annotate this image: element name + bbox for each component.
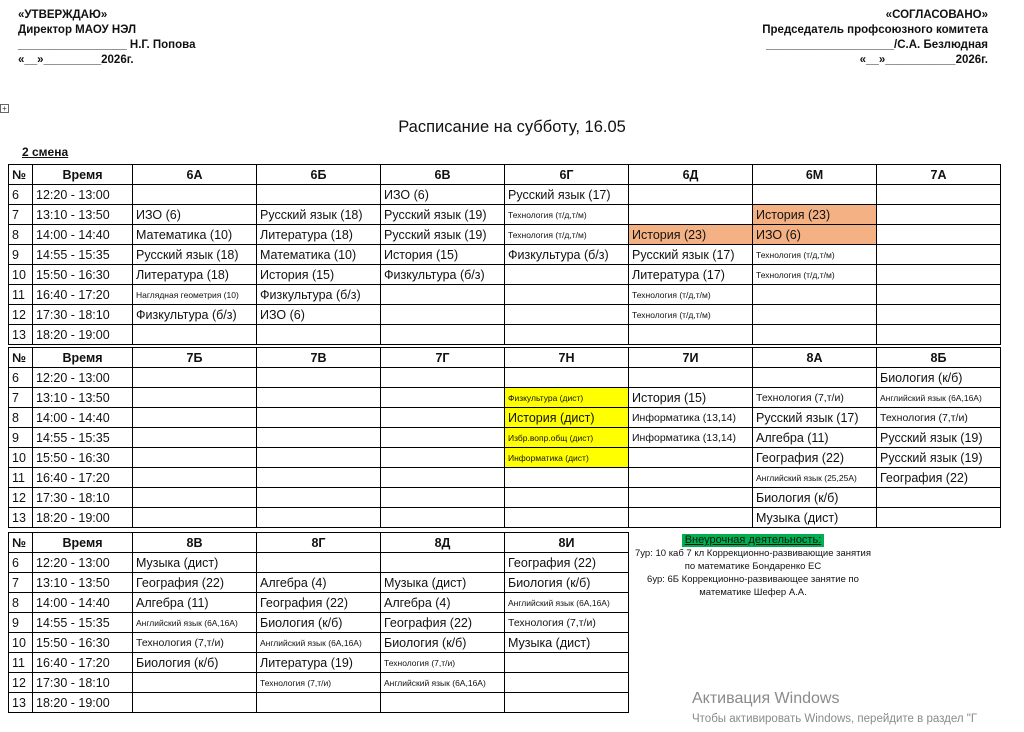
lesson-cell xyxy=(133,325,257,345)
class-header-7Г: 7Г xyxy=(381,348,505,368)
lesson-cell xyxy=(877,225,1001,245)
lesson-cell xyxy=(133,185,257,205)
class-header-7И: 7И xyxy=(629,348,753,368)
lesson-cell xyxy=(505,653,629,673)
lesson-cell xyxy=(381,468,505,488)
lesson-cell: Литература (18) xyxy=(257,225,381,245)
lesson-cell: Биология (к/б) xyxy=(381,633,505,653)
lesson-cell: Английский язык (6А,16А) xyxy=(133,613,257,633)
lesson-number: 12 xyxy=(9,488,33,508)
empty-cell xyxy=(629,613,753,633)
time-header: Время xyxy=(33,165,133,185)
lesson-cell xyxy=(629,468,753,488)
lesson-cell: Математика (10) xyxy=(257,245,381,265)
empty-cell xyxy=(753,633,877,653)
lesson-cell: География (22) xyxy=(505,553,629,573)
lesson-cell xyxy=(753,325,877,345)
lesson-cell: География (22) xyxy=(133,573,257,593)
lesson-cell xyxy=(133,488,257,508)
lesson-cell: Русский язык (19) xyxy=(381,225,505,245)
lesson-cell: Алгебра (4) xyxy=(381,593,505,613)
lesson-cell: Технология (7,т/и) xyxy=(381,653,505,673)
lesson-cell xyxy=(505,508,629,528)
lesson-cell xyxy=(381,448,505,468)
lesson-number: 9 xyxy=(9,428,33,448)
lesson-cell xyxy=(133,408,257,428)
lesson-cell xyxy=(133,448,257,468)
lesson-cell xyxy=(381,285,505,305)
lesson-cell xyxy=(753,368,877,388)
lesson-cell xyxy=(381,428,505,448)
table-row xyxy=(9,448,1001,468)
lesson-cell xyxy=(133,673,257,693)
table-row xyxy=(9,408,1001,428)
lesson-cell: География (22) xyxy=(877,468,1001,488)
lesson-time: 13:10 - 13:50 xyxy=(33,205,133,225)
windows-activation-text: Чтобы активировать Windows, перейдите в раздел "Г xyxy=(692,713,978,725)
lesson-time: 12:20 - 13:00 xyxy=(33,368,133,388)
lesson-cell: ИЗО (6) xyxy=(133,205,257,225)
lesson-number: 13 xyxy=(9,508,33,528)
lesson-cell xyxy=(753,185,877,205)
lesson-cell xyxy=(381,693,505,713)
class-header-8В: 8В xyxy=(133,533,257,553)
empty-cell xyxy=(877,593,1001,613)
table-row xyxy=(9,653,1001,673)
lesson-time: 15:50 - 16:30 xyxy=(33,633,133,653)
empty-cell xyxy=(877,633,1001,653)
lesson-number: 13 xyxy=(9,325,33,345)
approve-line-3: _________________ Н.Г. Попова xyxy=(18,39,196,51)
lesson-cell: Технология (7,т/и) xyxy=(133,633,257,653)
lesson-cell xyxy=(133,388,257,408)
empty-cell xyxy=(753,613,877,633)
table-row xyxy=(9,285,1001,305)
lesson-cell xyxy=(753,305,877,325)
lesson-number: 13 xyxy=(9,693,33,713)
lesson-cell: Информатика (13,14) xyxy=(629,408,753,428)
lesson-cell: Биология (к/б) xyxy=(877,368,1001,388)
lesson-cell: Наглядная геометрия (10) xyxy=(133,285,257,305)
lesson-cell xyxy=(505,468,629,488)
windows-activation-title: Активация Windows xyxy=(692,690,840,707)
lesson-cell xyxy=(381,368,505,388)
lesson-cell xyxy=(381,508,505,528)
lesson-cell xyxy=(877,285,1001,305)
table-row xyxy=(9,468,1001,488)
lesson-time: 14:00 - 14:40 xyxy=(33,225,133,245)
lesson-cell xyxy=(877,488,1001,508)
lesson-cell: Алгебра (4) xyxy=(257,573,381,593)
lesson-cell xyxy=(257,428,381,448)
lesson-cell xyxy=(629,185,753,205)
lesson-number: 7 xyxy=(9,388,33,408)
lesson-time: 14:55 - 15:35 xyxy=(33,428,133,448)
extracurricular-line-2: 6ур: 6Б Коррекционно-развивающее занятие по математике Шефер А.А. xyxy=(647,574,859,598)
lesson-cell xyxy=(629,508,753,528)
class-header-6В: 6В xyxy=(381,165,505,185)
class-header-8Г: 8Г xyxy=(257,533,381,553)
lesson-time: 18:20 - 19:00 xyxy=(33,325,133,345)
class-header-8И: 8И xyxy=(505,533,629,553)
lesson-time: 16:40 - 17:20 xyxy=(33,285,133,305)
class-header-6А: 6А xyxy=(133,165,257,185)
lesson-cell xyxy=(257,448,381,468)
lesson-cell xyxy=(629,205,753,225)
lesson-time: 17:30 - 18:10 xyxy=(33,673,133,693)
lesson-number: 10 xyxy=(9,633,33,653)
table-row xyxy=(9,305,1001,325)
empty-cell xyxy=(629,653,753,673)
lesson-time: 16:40 - 17:20 xyxy=(33,468,133,488)
lesson-cell xyxy=(381,305,505,325)
empty-cell xyxy=(877,693,1001,713)
lesson-cell: Алгебра (11) xyxy=(753,428,877,448)
lesson-time: 17:30 - 18:10 xyxy=(33,488,133,508)
lesson-cell: Информатика (дист) xyxy=(505,448,629,468)
lesson-cell xyxy=(505,285,629,305)
extracurricular-title: Внеурочная деятельность: xyxy=(682,534,825,547)
lesson-time: 13:10 - 13:50 xyxy=(33,573,133,593)
table-row xyxy=(9,225,1001,245)
agree-line-3: ____________________/С.А. Безлюдная xyxy=(766,39,988,51)
lesson-cell: История (15) xyxy=(629,388,753,408)
lesson-cell xyxy=(629,368,753,388)
lesson-cell: Технология (т/д,т/м) xyxy=(505,205,629,225)
num-header: № xyxy=(9,348,33,368)
lesson-cell: Музыка (дист) xyxy=(753,508,877,528)
approve-line-1: «УТВЕРЖДАЮ» xyxy=(18,9,108,21)
lesson-cell: Литература (19) xyxy=(257,653,381,673)
header-row xyxy=(9,348,1001,368)
lesson-cell: Технология (7,т/и) xyxy=(257,673,381,693)
lesson-cell: Русский язык (17) xyxy=(753,408,877,428)
lesson-cell xyxy=(257,368,381,388)
lesson-cell xyxy=(257,488,381,508)
lesson-cell xyxy=(753,285,877,305)
lesson-cell xyxy=(257,553,381,573)
lesson-number: 8 xyxy=(9,408,33,428)
lesson-cell: Русский язык (17) xyxy=(629,245,753,265)
class-header-7В: 7В xyxy=(257,348,381,368)
table-row xyxy=(9,265,1001,285)
lesson-cell xyxy=(381,488,505,508)
lesson-cell: Технология (т/д,т/м) xyxy=(753,245,877,265)
time-header: Время xyxy=(33,348,133,368)
schedule-table-2 xyxy=(8,347,1001,528)
lesson-cell: Русский язык (19) xyxy=(877,428,1001,448)
agreement-block xyxy=(762,8,988,68)
lesson-cell: Физкультура (б/з) xyxy=(381,265,505,285)
empty-cell xyxy=(629,633,753,653)
approve-line-2: Директор МАОУ НЭЛ xyxy=(18,24,137,36)
lesson-cell xyxy=(257,408,381,428)
lesson-cell: Биология (к/б) xyxy=(257,613,381,633)
lesson-cell xyxy=(257,388,381,408)
lesson-cell: Физкультура (б/з) xyxy=(133,305,257,325)
lesson-cell: Музыка (дист) xyxy=(381,573,505,593)
lesson-cell: Технология (т/д,т/м) xyxy=(629,285,753,305)
lesson-cell xyxy=(381,553,505,573)
lesson-cell xyxy=(257,325,381,345)
lesson-cell: Биология (к/б) xyxy=(505,573,629,593)
lesson-cell: Избр.вопр.общ (дист) xyxy=(505,428,629,448)
approval-block xyxy=(18,8,195,68)
table-row xyxy=(9,613,1001,633)
lesson-cell: Алгебра (11) xyxy=(133,593,257,613)
agree-line-2: Председатель профсоюзного комитета xyxy=(762,24,988,36)
lesson-time: 18:20 - 19:00 xyxy=(33,508,133,528)
lesson-cell xyxy=(133,368,257,388)
lesson-cell: Физкультура (б/з) xyxy=(505,245,629,265)
lesson-number: 11 xyxy=(9,653,33,673)
table-row xyxy=(9,633,1001,653)
lesson-cell: Технология (т/д,т/м) xyxy=(629,305,753,325)
lesson-cell xyxy=(505,488,629,508)
class-header-8А: 8А xyxy=(753,348,877,368)
lesson-cell: Русский язык (19) xyxy=(877,448,1001,468)
lesson-time: 14:55 - 15:35 xyxy=(33,245,133,265)
table-row xyxy=(9,673,1001,693)
lesson-cell xyxy=(505,265,629,285)
empty-cell xyxy=(877,573,1001,593)
lesson-number: 11 xyxy=(9,468,33,488)
lesson-cell: Технология (7,т/и) xyxy=(877,408,1001,428)
table-move-handle-icon[interactable]: + xyxy=(0,104,9,113)
lesson-cell: История (дист) xyxy=(505,408,629,428)
lesson-cell xyxy=(505,368,629,388)
lesson-cell xyxy=(877,205,1001,225)
class-header-7А: 7А xyxy=(877,165,1001,185)
lesson-cell: География (22) xyxy=(257,593,381,613)
lesson-time: 18:20 - 19:00 xyxy=(33,693,133,713)
lesson-cell xyxy=(877,508,1001,528)
lesson-cell: Технология (7,т/и) xyxy=(753,388,877,408)
num-header: № xyxy=(9,533,33,553)
lesson-cell: Биология (к/б) xyxy=(133,653,257,673)
lesson-time: 17:30 - 18:10 xyxy=(33,305,133,325)
lesson-cell: Физкультура (дист) xyxy=(505,388,629,408)
lesson-cell: Русский язык (19) xyxy=(381,205,505,225)
lesson-cell xyxy=(257,185,381,205)
agree-line-4: «__»___________2026г. xyxy=(859,54,988,66)
empty-cell xyxy=(877,553,1001,573)
extracurricular-block xyxy=(630,534,876,599)
shift-label: 2 смена xyxy=(22,145,69,159)
lesson-cell xyxy=(257,508,381,528)
lesson-number: 12 xyxy=(9,305,33,325)
lesson-time: 12:20 - 13:00 xyxy=(33,185,133,205)
table-row xyxy=(9,388,1001,408)
lesson-number: 7 xyxy=(9,205,33,225)
table-row xyxy=(9,325,1001,345)
lesson-cell xyxy=(133,693,257,713)
table-row xyxy=(9,205,1001,225)
lesson-cell: Русский язык (18) xyxy=(257,205,381,225)
lesson-cell: География (22) xyxy=(381,613,505,633)
lesson-time: 12:20 - 13:00 xyxy=(33,553,133,573)
lesson-cell: Музыка (дист) xyxy=(133,553,257,573)
table-row xyxy=(9,508,1001,528)
lesson-cell: Английский язык (25,25А) xyxy=(753,468,877,488)
lesson-number: 10 xyxy=(9,448,33,468)
num-header: № xyxy=(9,165,33,185)
lesson-cell: Технология (7,т/и) xyxy=(505,613,629,633)
lesson-cell: История (23) xyxy=(629,225,753,245)
table-row xyxy=(9,368,1001,388)
page-title: Расписание на субботу, 16.05 xyxy=(398,118,626,136)
lesson-cell: Биология (к/б) xyxy=(753,488,877,508)
class-header-6Г: 6Г xyxy=(505,165,629,185)
lesson-cell xyxy=(505,325,629,345)
lesson-time: 14:55 - 15:35 xyxy=(33,613,133,633)
lesson-time: 13:10 - 13:50 xyxy=(33,388,133,408)
header-row xyxy=(9,165,1001,185)
lesson-cell: Английский язык (6А,16А) xyxy=(877,388,1001,408)
empty-cell xyxy=(753,653,877,673)
lesson-cell: История (15) xyxy=(381,245,505,265)
lesson-number: 11 xyxy=(9,285,33,305)
class-header-6Б: 6Б xyxy=(257,165,381,185)
empty-cell xyxy=(877,673,1001,693)
table-row xyxy=(9,185,1001,205)
lesson-cell xyxy=(877,245,1001,265)
time-header: Время xyxy=(33,533,133,553)
lesson-time: 14:00 - 14:40 xyxy=(33,593,133,613)
lesson-cell: Литература (17) xyxy=(629,265,753,285)
class-header-8Д: 8Д xyxy=(381,533,505,553)
lesson-cell: География (22) xyxy=(753,448,877,468)
lesson-time: 15:50 - 16:30 xyxy=(33,265,133,285)
lesson-cell: История (23) xyxy=(753,205,877,225)
lesson-number: 6 xyxy=(9,553,33,573)
lesson-cell: Литература (18) xyxy=(133,265,257,285)
lesson-cell xyxy=(629,325,753,345)
lesson-time: 14:00 - 14:40 xyxy=(33,408,133,428)
lesson-cell: История (15) xyxy=(257,265,381,285)
lesson-cell xyxy=(629,488,753,508)
lesson-cell: Русский язык (18) xyxy=(133,245,257,265)
lesson-cell: Музыка (дист) xyxy=(505,633,629,653)
lesson-number: 12 xyxy=(9,673,33,693)
table-row xyxy=(9,245,1001,265)
class-header-6М: 6М xyxy=(753,165,877,185)
class-header-7Н: 7Н xyxy=(505,348,629,368)
lesson-cell: Английский язык (6А,16А) xyxy=(505,593,629,613)
lesson-cell: ИЗО (6) xyxy=(381,185,505,205)
lesson-cell: Английский язык (6А,16А) xyxy=(257,633,381,653)
empty-cell xyxy=(877,613,1001,633)
lesson-cell: ИЗО (6) xyxy=(753,225,877,245)
lesson-cell xyxy=(877,185,1001,205)
lesson-cell xyxy=(505,305,629,325)
empty-cell xyxy=(877,653,1001,673)
lesson-cell xyxy=(133,508,257,528)
lesson-time: 15:50 - 16:30 xyxy=(33,448,133,468)
lesson-number: 9 xyxy=(9,245,33,265)
lesson-number: 9 xyxy=(9,613,33,633)
lesson-number: 6 xyxy=(9,368,33,388)
lesson-cell xyxy=(505,673,629,693)
lesson-number: 8 xyxy=(9,225,33,245)
lesson-cell xyxy=(381,408,505,428)
class-header-7Б: 7Б xyxy=(133,348,257,368)
lesson-number: 10 xyxy=(9,265,33,285)
lesson-cell: Технология (т/д,т/м) xyxy=(753,265,877,285)
agree-line-1: «СОГЛАСОВАНО» xyxy=(885,9,988,21)
lesson-cell xyxy=(381,388,505,408)
class-header-6Д: 6Д xyxy=(629,165,753,185)
lesson-cell: Математика (10) xyxy=(133,225,257,245)
lesson-cell xyxy=(257,693,381,713)
lesson-cell xyxy=(133,428,257,448)
lesson-cell xyxy=(877,265,1001,285)
lesson-cell: Русский язык (17) xyxy=(505,185,629,205)
lesson-cell xyxy=(133,468,257,488)
empty-header xyxy=(877,533,1001,553)
extracurricular-line-1: 7ур: 10 каб 7 кл Коррекционно-развивающие занятия по математике Бондаренко ЕС xyxy=(635,548,871,572)
table-row xyxy=(9,693,1001,713)
approve-line-4: «__»_________2026г. xyxy=(18,54,134,66)
lesson-cell xyxy=(877,305,1001,325)
table-row xyxy=(9,488,1001,508)
lesson-cell: ИЗО (6) xyxy=(257,305,381,325)
lesson-cell xyxy=(381,325,505,345)
lesson-cell xyxy=(505,693,629,713)
lesson-cell: Технология (т/д,т/м) xyxy=(505,225,629,245)
lesson-number: 8 xyxy=(9,593,33,613)
lesson-number: 6 xyxy=(9,185,33,205)
lesson-cell: Английский язык (6А,16А) xyxy=(381,673,505,693)
lesson-time: 16:40 - 17:20 xyxy=(33,653,133,673)
class-header-8Б: 8Б xyxy=(877,348,1001,368)
lesson-cell: Информатика (13,14) xyxy=(629,428,753,448)
lesson-number: 7 xyxy=(9,573,33,593)
schedule-table-1 xyxy=(8,164,1001,345)
lesson-cell xyxy=(629,448,753,468)
table-row xyxy=(9,428,1001,448)
lesson-cell: Физкультура (б/з) xyxy=(257,285,381,305)
lesson-cell xyxy=(877,325,1001,345)
lesson-cell xyxy=(257,468,381,488)
